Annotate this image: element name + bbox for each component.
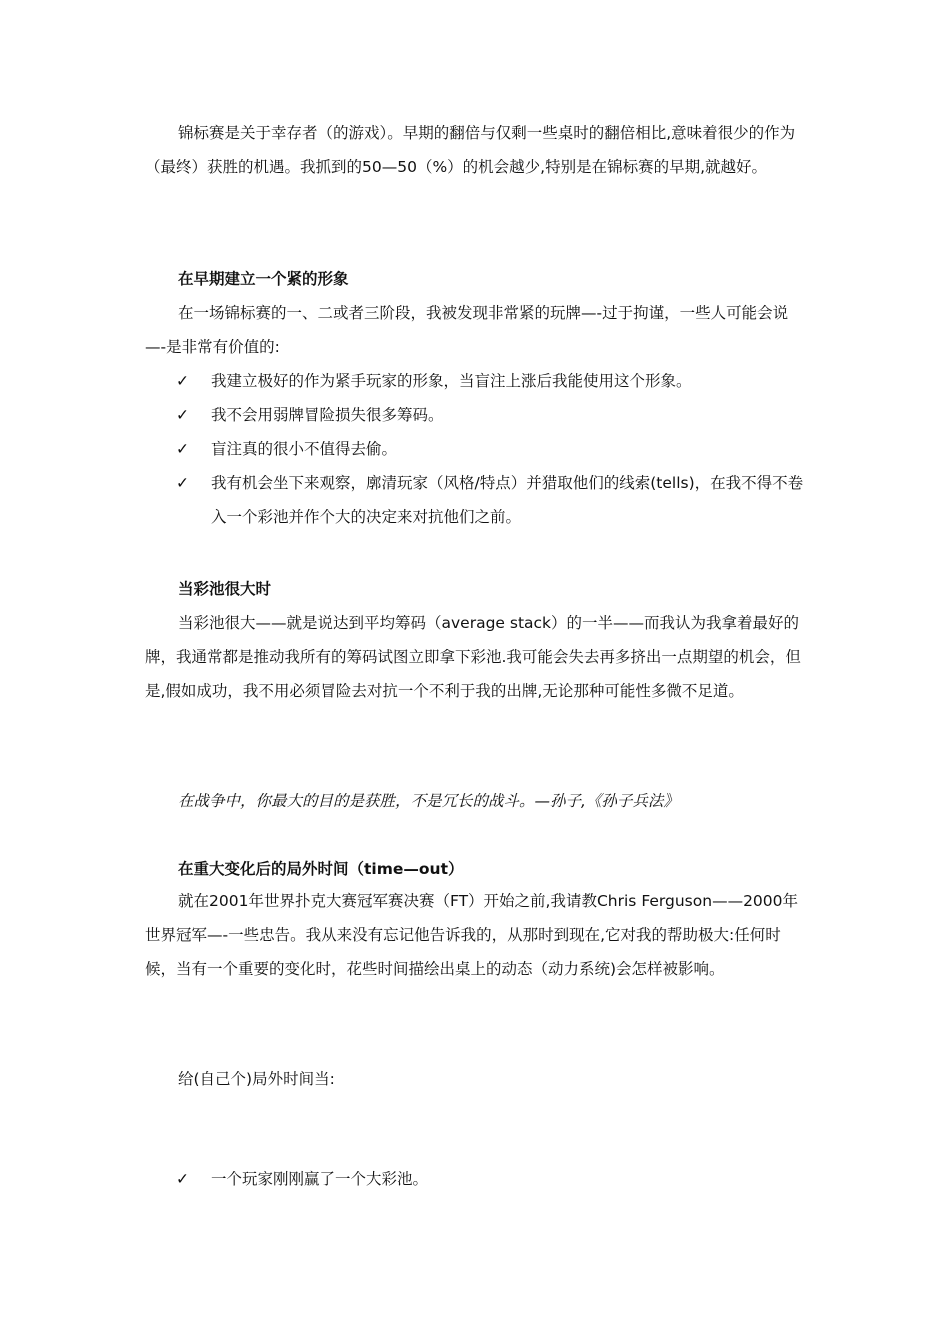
list-item-text: 盲注真的很小不值得去偷。 <box>211 440 398 458</box>
list-item-text: 我有机会坐下来观察，廓清玩家（风格/特点）并猎取他们的线索(tells)，在我不得不卷入一个彩池并作个大的决定来对抗他们之前。 <box>211 474 804 526</box>
paragraph-survivors: 锦标赛是关于幸存者（的游戏）。早期的翻倍与仅剩一些桌时的翻倍相比,意味着很少的作为（最终）获胜的机遇。我抓到的50—50（%）的机会越少,特别是在锦标赛的早期,就越好。 <box>145 124 796 176</box>
check-icon: ✓ <box>176 474 189 492</box>
check-icon: ✓ <box>176 440 189 458</box>
list-item-text: 一个玩家刚刚赢了一个大彩池。 <box>211 1170 429 1188</box>
check-icon: ✓ <box>176 372 189 390</box>
list-item <box>176 364 808 398</box>
list-item <box>176 398 808 432</box>
list-item <box>176 432 808 466</box>
paragraph-tight-play: 在一场锦标赛的一、二或者三阶段，我被发现非常紧的玩牌—-过于拘谨，一些人可能会说—-是非常有价值的: <box>145 304 789 356</box>
check-icon: ✓ <box>176 406 189 424</box>
list-item-text: 我不会用弱牌冒险损失很多筹码。 <box>211 406 444 424</box>
quote-sun-tzu: 在战争中，你最大的目的是获胜，不是冗长的战斗。—孙子,《孙子兵法》 <box>178 792 679 810</box>
list-item <box>176 466 808 534</box>
section-heading-time-out: 在重大变化后的局外时间（time—out） <box>178 860 464 878</box>
check-icon: ✓ <box>176 1170 189 1188</box>
section-heading-tight-image: 在早期建立一个紧的形象 <box>178 270 349 288</box>
paragraph-big-pot: 当彩池很大——就是说达到平均筹码（average stack）的一半——而我认为我拿着最好的牌，我通常都是推动我所有的筹码试图立即拿下彩池.我可能会失去再多挤出一点期望的机会，但是,假如成功，我不用必须冒险去对抗一个不利于我的出牌,无论那种可能性多微不足道。 <box>145 614 801 700</box>
list-item-text: 我建立极好的作为紧手玩家的形象，当盲注上涨后我能使用这个形象。 <box>211 372 692 390</box>
section-heading-big-pot: 当彩池很大时 <box>178 580 272 598</box>
paragraph-time-out-when: 给(自己个)局外时间当: <box>178 1070 335 1088</box>
paragraph-ferguson: 就在2001年世界扑克大赛冠军赛决赛（FT）开始之前,我请教Chris Ferguson——2000年世界冠军—-一些忠告。我从来没有忘记他告诉我的，从那时到现在,它对我的帮助极大:任何时候，当有一个重要的变化时，花些时间描绘出桌上的动态（动力系统)会怎样被影响。 <box>145 892 799 978</box>
list-item <box>176 1162 808 1196</box>
